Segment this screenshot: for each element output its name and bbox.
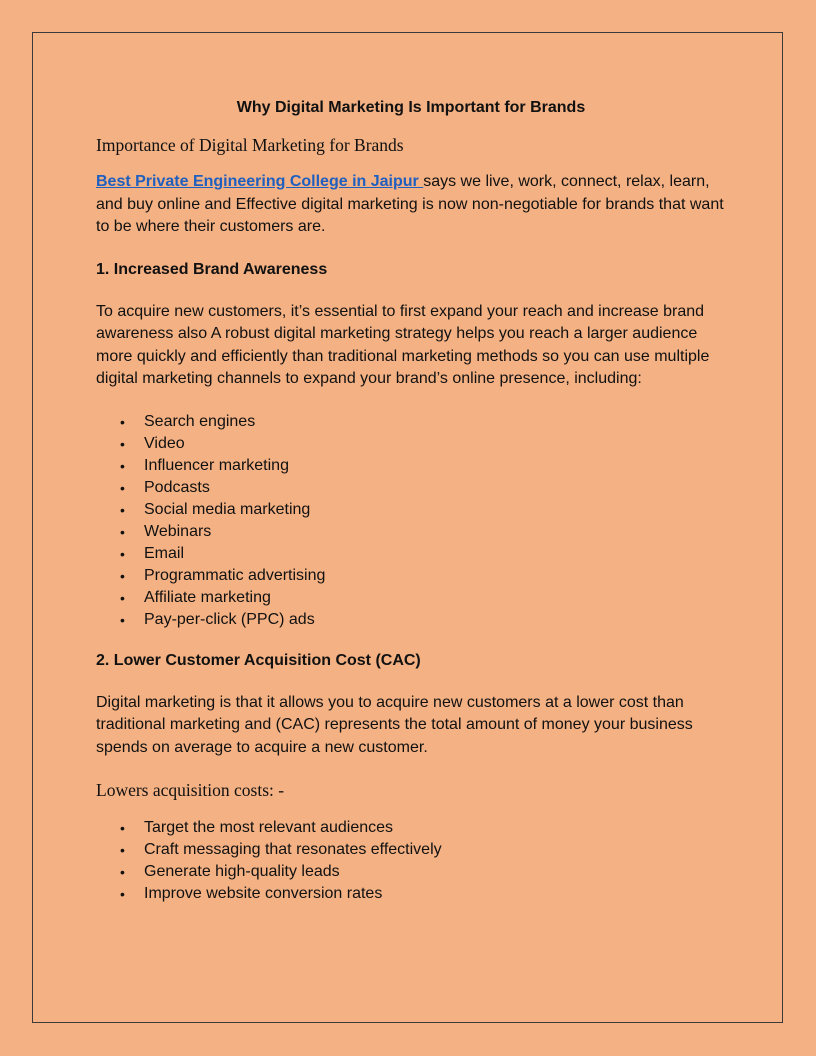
list-item: • Podcasts (144, 477, 726, 499)
list-item: • Improve website conversion rates (144, 883, 726, 905)
intro-text: says we live, work, connect, relax, learn, and buy online and Effective digital marketing is now non-negotiable for brands that want to be where their customers are. (96, 173, 724, 235)
list-item: • Webinars (144, 521, 726, 543)
section2-paragraph: Digital marketing is that it allows you to acquire new customers at a lower cost than traditional marketing and (CAC) represents the total amount of money your business spends on average to acquire a new customer. (96, 693, 693, 756)
list-item: • Craft messaging that resonates effectively (144, 839, 726, 861)
intro-paragraph (96, 171, 726, 239)
cost-list (96, 817, 726, 905)
list-item: • Email (144, 543, 726, 565)
document-subtitle: Importance of Digital Marketing for Brands (96, 134, 404, 155)
list-item: • Influencer marketing (144, 455, 726, 477)
section1-heading: 1. Increased Brand Awareness (96, 260, 328, 278)
document-title: Why Digital Marketing Is Important for Brands (236, 99, 586, 116)
list-item: • Search engines (144, 411, 726, 433)
list-item: • Social media marketing (144, 499, 726, 521)
section1-paragraph: To acquire new customers, it’s essential to first expand your reach and increase brand awareness also A robust digital marketing strategy helps you reach a larger audience more quickly and efficiently than traditional marketing methods so you can use multiple digital marketing channels to expand your brand’s online presence, including: (96, 302, 710, 387)
section2-heading: 2. Lower Customer Acquisition Cost (CAC) (96, 651, 421, 669)
list-item: • Video (144, 433, 726, 455)
list-item: • Pay-per-click (PPC) ads (144, 609, 726, 631)
document-body (96, 92, 726, 924)
list-item: • Generate high-quality leads (144, 861, 726, 883)
list-item: • Target the most relevant audiences (144, 817, 726, 839)
list-item: • Affiliate marketing (144, 587, 726, 609)
channel-list (96, 411, 726, 631)
college-link[interactable]: Best Private Engineering College in Jaipur (96, 173, 424, 190)
list-item: • Programmatic advertising (144, 565, 726, 587)
section2-subheading: Lowers acquisition costs: - (96, 780, 285, 800)
